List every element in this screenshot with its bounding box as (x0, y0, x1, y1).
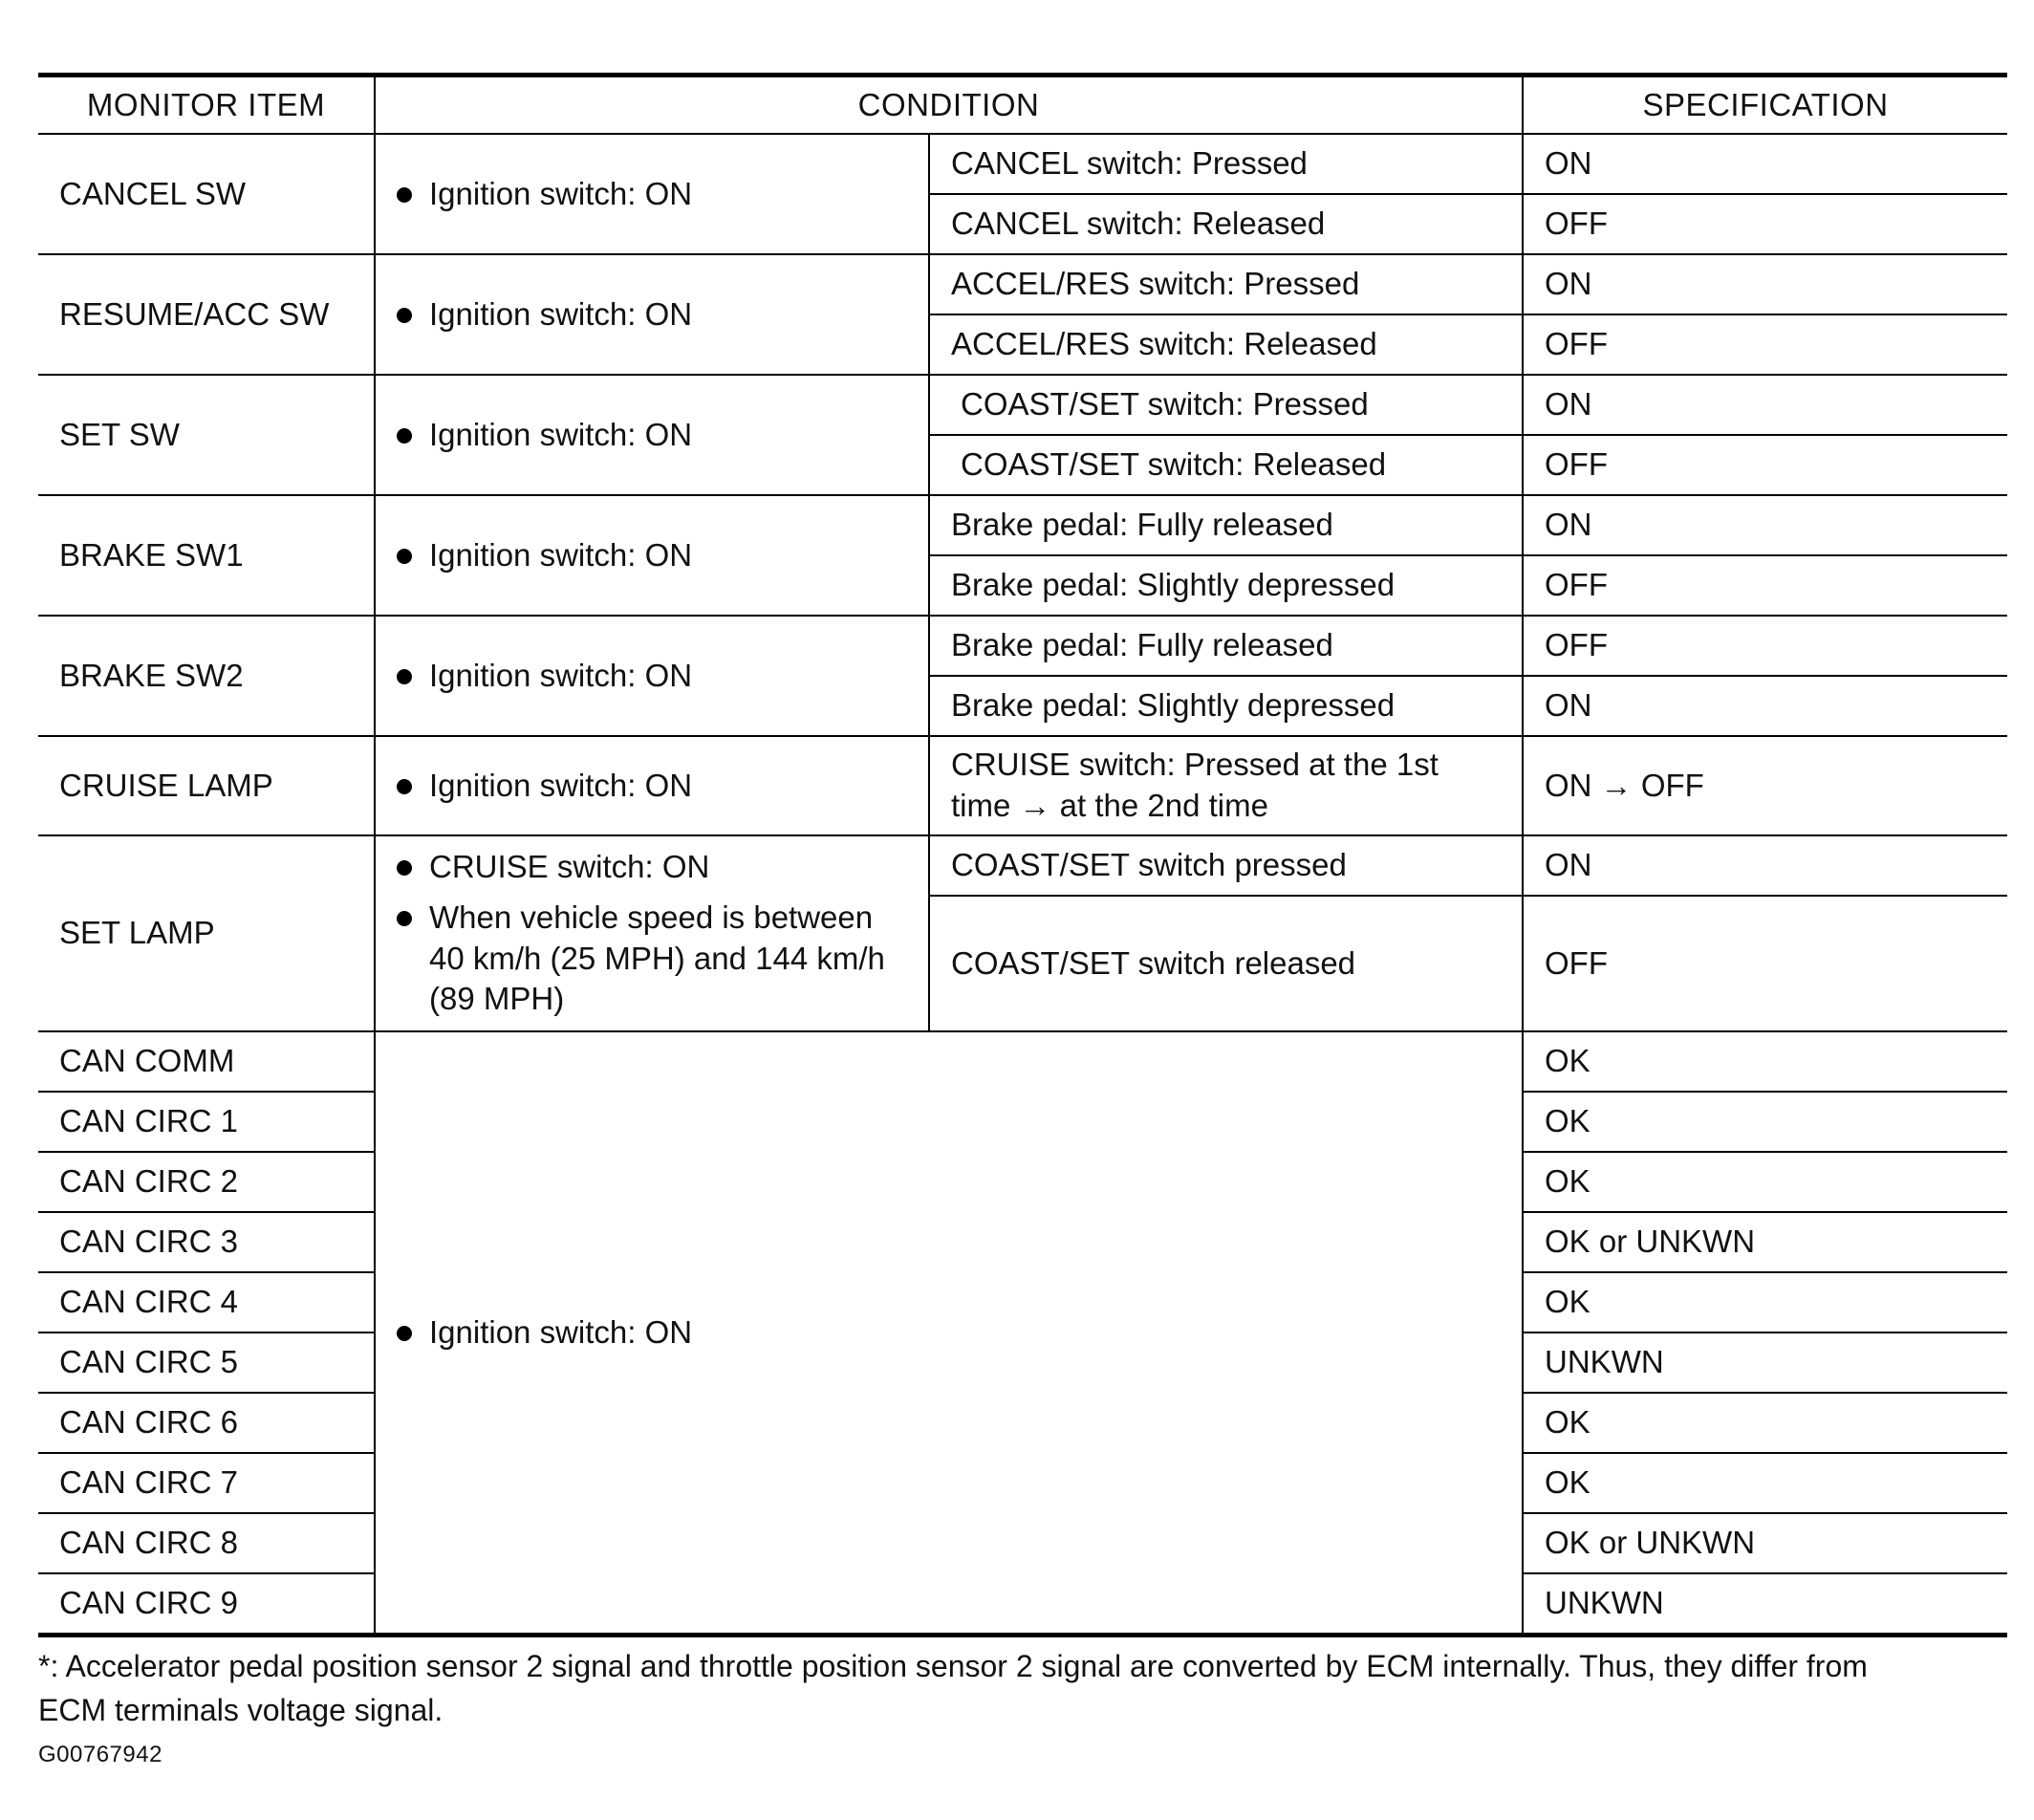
footnote-line: *: Accelerator pedal position sensor 2 signal and throttle position sensor 2 signal are converted by ECM internally. Thus, they differ from (38, 1649, 1868, 1683)
monitor-item-cell: CAN COMM (38, 1031, 375, 1092)
condition-detail-line: time → at the 2nd time (951, 788, 1268, 823)
monitor-item-cell: CAN CIRC 4 (38, 1272, 375, 1332)
spec-cell: OK (1523, 1152, 2007, 1212)
footnote-line: ECM terminals voltage signal. (38, 1693, 444, 1727)
condition-bullet (397, 898, 907, 1021)
condition-cell (375, 254, 929, 375)
header-monitor-item: MONITOR ITEM (38, 76, 375, 135)
spec-cell: ON (1523, 835, 2007, 896)
table-row (38, 736, 2007, 835)
spec-cell: ON (1523, 375, 2007, 435)
monitor-item-cell: CAN CIRC 1 (38, 1092, 375, 1152)
spec-cell: ON (1523, 495, 2007, 555)
condition-cell (375, 134, 929, 254)
table-row (38, 616, 2007, 676)
condition-detail-cell: ACCEL/RES switch: Released (929, 314, 1523, 375)
monitor-item-cell: CAN CIRC 8 (38, 1513, 375, 1573)
condition-bullet: Ignition switch: ON (397, 174, 907, 215)
monitor-item-cell: CAN CIRC 6 (38, 1393, 375, 1453)
monitor-item-cell: CAN CIRC 2 (38, 1152, 375, 1212)
monitor-item-cell: CAN CIRC 3 (38, 1212, 375, 1272)
table-header-row (38, 76, 2007, 135)
header-specification: SPECIFICATION (1523, 76, 2007, 135)
spec-cell: OFF (1523, 616, 2007, 676)
spec-cell: ON (1523, 134, 2007, 194)
condition-line: (89 MPH) (429, 981, 565, 1017)
spec-cell: UNKWN (1523, 1573, 2007, 1636)
condition-bullet: Ignition switch: ON (397, 535, 907, 576)
condition-cell (375, 616, 929, 736)
spec-cell: UNKWN (1523, 1332, 2007, 1393)
condition-detail-cell: CANCEL switch: Pressed (929, 134, 1523, 194)
table-row (38, 375, 2007, 435)
monitor-item-cell: RESUME/ACC SW (38, 254, 375, 375)
spec-cell: OK (1523, 1031, 2007, 1092)
condition-detail-cell: COAST/SET switch: Pressed (929, 375, 1523, 435)
condition-detail-cell: ACCEL/RES switch: Pressed (929, 254, 1523, 314)
monitor-item-cell: SET SW (38, 375, 375, 495)
monitor-item-cell: CAN CIRC 7 (38, 1453, 375, 1513)
monitor-item-cell: CAN CIRC 9 (38, 1573, 375, 1636)
condition-detail-cell: Brake pedal: Fully released (929, 495, 1523, 555)
condition-cell (375, 835, 929, 1031)
condition-detail-cell: COAST/SET switch pressed (929, 835, 1523, 896)
spec-cell: OK (1523, 1393, 2007, 1453)
condition-detail-cell (929, 736, 1523, 835)
spec-cell: OK (1523, 1453, 2007, 1513)
condition-detail-cell: Brake pedal: Slightly depressed (929, 676, 1523, 736)
monitor-item-cell: BRAKE SW1 (38, 495, 375, 616)
header-condition: CONDITION (375, 76, 1523, 135)
table-row (38, 1031, 2007, 1092)
condition-bullet: CRUISE switch: ON (397, 847, 907, 888)
condition-line: 40 km/h (25 MPH) and 144 km/h (429, 940, 885, 976)
table-row (38, 835, 2007, 896)
spec-cell: OFF (1523, 435, 2007, 495)
footnote (38, 1644, 2017, 1732)
condition-bullet: Ignition switch: ON (397, 294, 907, 336)
spec-cell: OFF (1523, 896, 2007, 1031)
table-row (38, 254, 2007, 314)
condition-bullet: Ignition switch: ON (397, 1312, 1501, 1354)
spec-cell: OK or UNKWN (1523, 1212, 2007, 1272)
monitor-item-cell: CANCEL SW (38, 134, 375, 254)
spec-cell: ON (1523, 676, 2007, 736)
spec-cell: OFF (1523, 194, 2007, 254)
condition-line: When vehicle speed is between (429, 899, 874, 935)
spec-cell: OK or UNKWN (1523, 1513, 2007, 1573)
condition-cell (375, 736, 929, 835)
spec-cell: OFF (1523, 314, 2007, 375)
monitor-spec-table (38, 73, 2007, 1637)
condition-bullet: Ignition switch: ON (397, 415, 907, 456)
table-row (38, 495, 2007, 555)
figure-id: G00767942 (38, 1742, 162, 1767)
spec-cell: OFF (1523, 555, 2007, 616)
condition-cell (375, 375, 929, 495)
condition-detail-cell: Brake pedal: Slightly depressed (929, 555, 1523, 616)
condition-bullet: Ignition switch: ON (397, 766, 907, 807)
spec-cell: ON → OFF (1523, 736, 2007, 835)
condition-cell (375, 1031, 1523, 1636)
monitor-item-cell: SET LAMP (38, 835, 375, 1031)
condition-detail-cell: COAST/SET switch: Released (929, 435, 1523, 495)
table-row (38, 134, 2007, 194)
condition-bullet: Ignition switch: ON (397, 656, 907, 697)
monitor-item-cell: CRUISE LAMP (38, 736, 375, 835)
condition-detail-cell: Brake pedal: Fully released (929, 616, 1523, 676)
condition-detail-cell: COAST/SET switch released (929, 896, 1523, 1031)
spec-cell: ON (1523, 254, 2007, 314)
monitor-item-cell: BRAKE SW2 (38, 616, 375, 736)
monitor-item-cell: CAN CIRC 5 (38, 1332, 375, 1393)
spec-cell: OK (1523, 1272, 2007, 1332)
spec-cell: OK (1523, 1092, 2007, 1152)
condition-detail-line: CRUISE switch: Pressed at the 1st (951, 747, 1439, 783)
condition-cell (375, 495, 929, 616)
condition-detail-cell: CANCEL switch: Released (929, 194, 1523, 254)
